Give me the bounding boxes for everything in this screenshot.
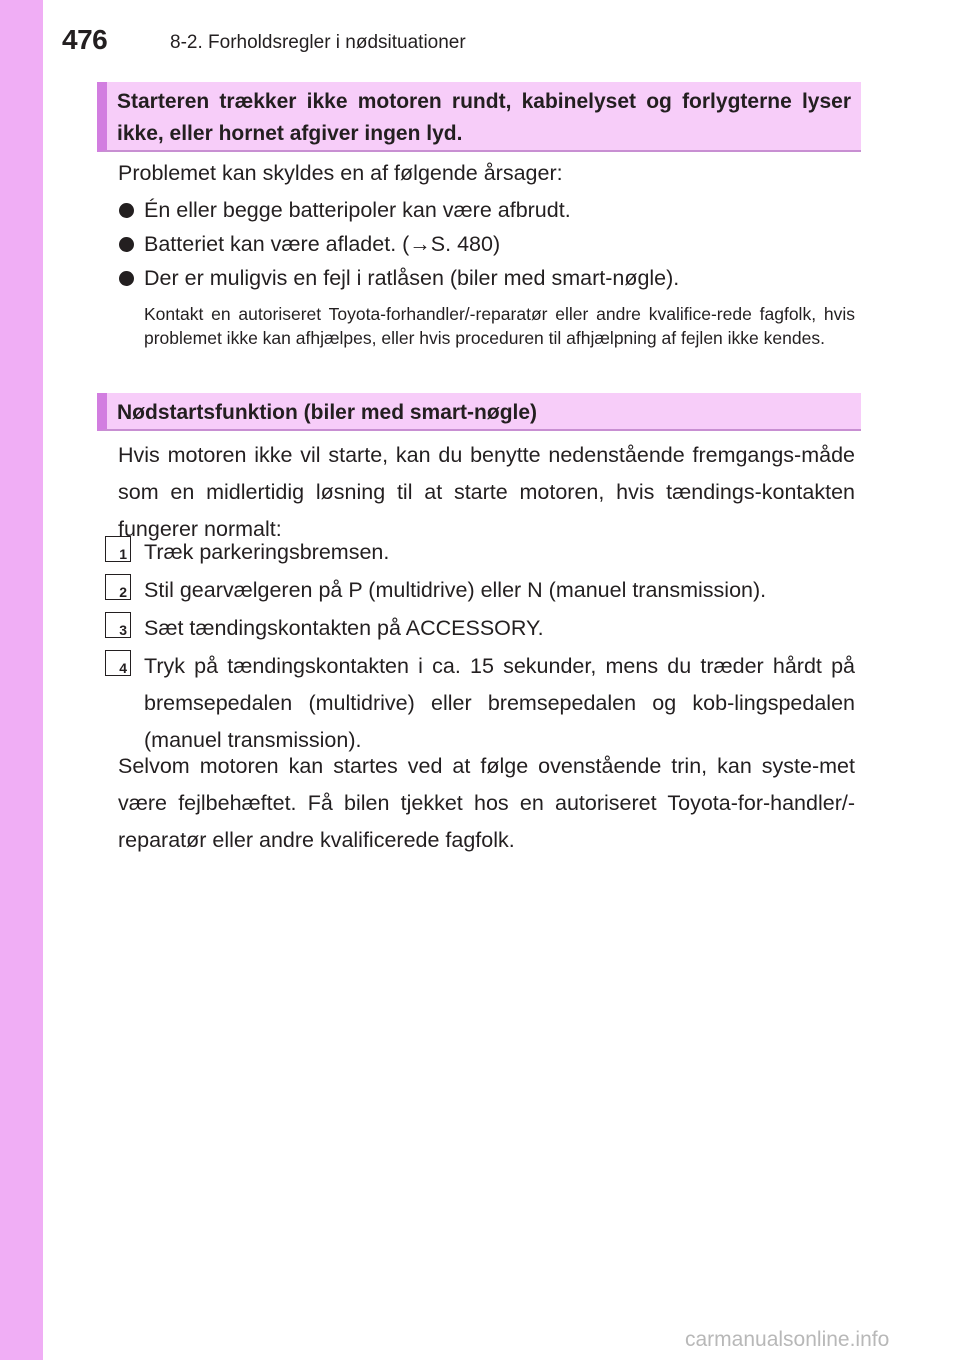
step-text: Træk parkeringsbremsen. (144, 540, 390, 564)
section-intro: Problemet kan skyldes en af følgende årsager: (118, 161, 563, 185)
bullet-icon (119, 237, 134, 252)
section-header-emergency-start: Nødstartsfunktion (biler med smart-nøgle) (97, 393, 861, 431)
bullet-text: Én eller begge batteripoler kan være afbrudt. (144, 198, 571, 222)
section-header-starter: Starteren trækker ikke motoren rundt, kabinelyset og forlygterne lyser ikke, eller hornet afgiver ingen lyd. (97, 82, 861, 152)
step-number: 4 (105, 650, 131, 676)
bullet-text: Der er muligvis en fejl i ratlåsen (biler med smart-nøgle). (144, 266, 680, 290)
bullet-icon (119, 271, 134, 286)
step-text: Stil gearvælgeren på P (multidrive) eller N (manuel transmission). (144, 578, 767, 602)
step-text: Sæt tændingskontakten på ACCESSORY. (144, 616, 544, 640)
chapter-title: 8-2. Forholdsregler i nødsituationer (170, 32, 466, 53)
section-intro: Hvis motoren ikke vil starte, kan du benytte nedenstående fremgangs-måde som en midlertidig løsning til at starte motoren, hvis tændings-kontakten fungerer normalt: (118, 443, 855, 541)
closing-paragraph: Selvom motoren kan startes ved at følge ovenstående trin, kan syste-met være fejlbehæftet. Få bilen tjekket hos en autoriseret Toyota-for-handler/-reparatør eller andre kvalificerede fagfolk. (118, 754, 855, 852)
step-number: 3 (105, 612, 131, 638)
step-number: 2 (105, 574, 131, 600)
side-tab-strip (0, 0, 43, 1360)
step-text: Tryk på tændingskontakten i ca. 15 sekunder, mens du træder hårdt på bremsepedalen (multidrive) eller bremsepedalen og kob-lingspedalen (manuel transmission). (144, 654, 855, 752)
note-text: Kontakt en autoriseret Toyota-forhandler/-reparatør eller andre kvalifice-rede fagfolk, hvis problemet ikke kan afhjælpes, eller hvis proceduren til afhjælpning af fejlen ikke kendes. (144, 304, 855, 348)
bullet-icon (119, 203, 134, 218)
watermark: carmanualsonline.info (685, 1328, 890, 1351)
page-number: 476 (62, 24, 108, 55)
step-number: 1 (105, 536, 131, 562)
bullet-text: Batteriet kan være afladet. (→S. 480) (144, 232, 501, 256)
